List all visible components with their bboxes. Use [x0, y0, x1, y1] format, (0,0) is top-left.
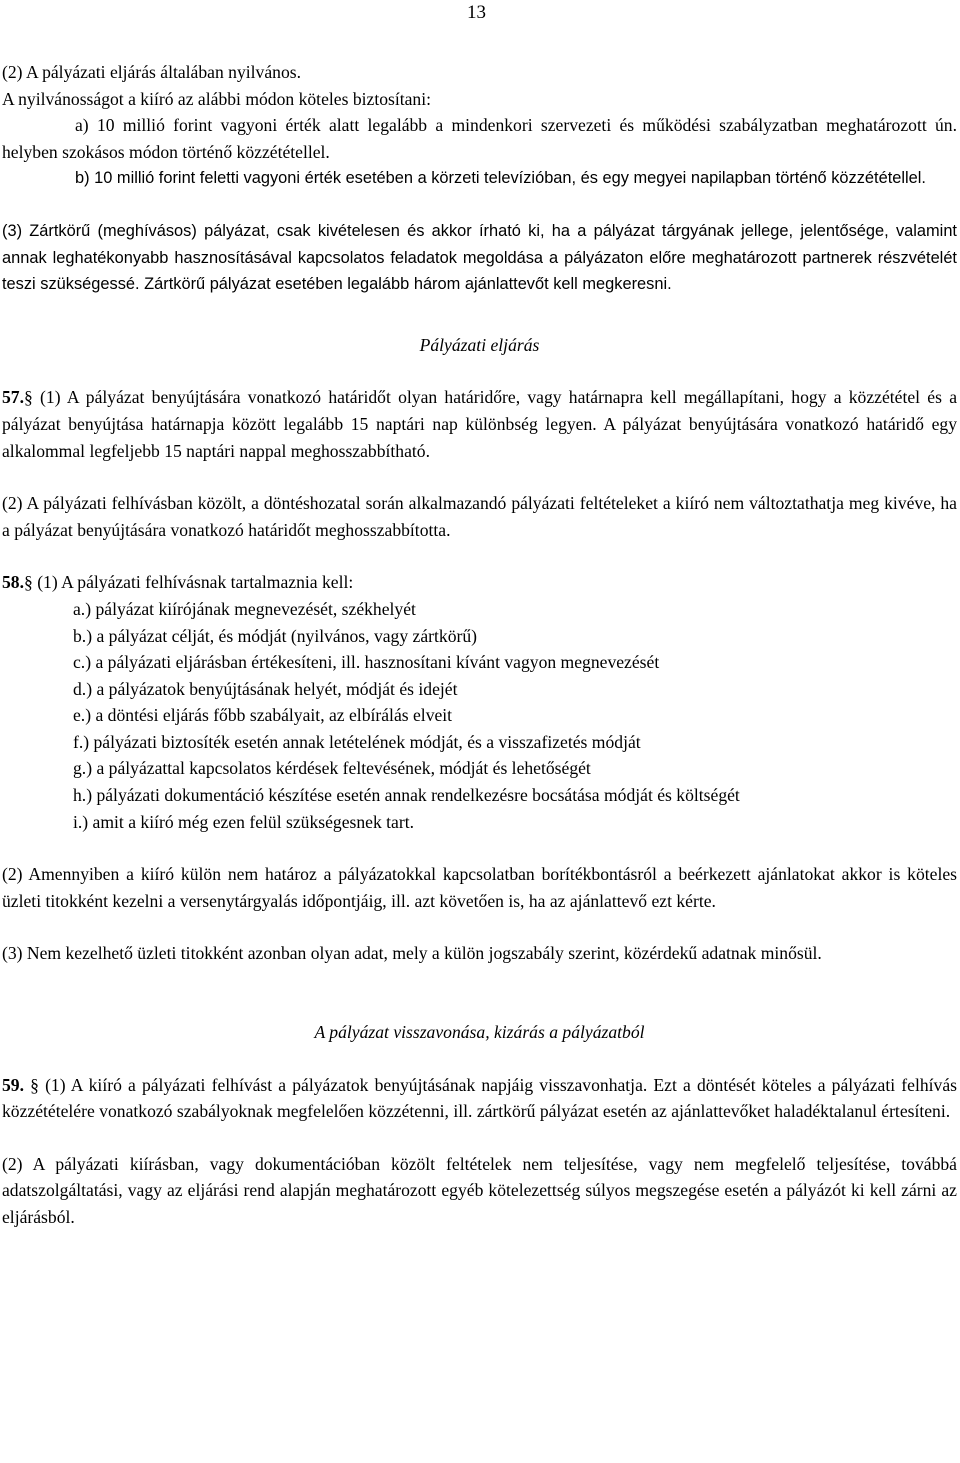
article-58-paragraph-2: (2) Amennyiben a kiíró külön nem határoz a pályázatokkal kapcsolatban borítékbontásról a beérkezett ajánlatokat akkor is köteles üzleti titokként kezelni a versenytárgyalás időpontjáig, ill. azt követően is, ha az ajánlattevő ezt kérte.: [2, 864, 957, 911]
publicity-item-a-text: a) 10 millió forint vagyoni érték alatt legalább a mindenkori szervezeti és működési szabályzatban meghatározott ún. helyben szokásos módon történő közzététellel.: [2, 115, 957, 162]
section-symbol: §: [24, 572, 33, 593]
page-number: 13: [467, 2, 486, 23]
publicity-item-a: [2, 112, 957, 165]
list-item: g.) a pályázattal kapcsolatos kérdések feltevésének, módját és lehetőségét: [73, 758, 591, 779]
article-57-paragraph-1: [2, 384, 957, 464]
list-item: b.) a pályázat célját, és módját (nyilvános, vagy zártkörű): [73, 625, 478, 646]
list-item: e.) a döntési eljárás főbb szabályait, az elbírálás elveit: [73, 705, 453, 726]
paragraph-publicity-intro: A nyilvánosságot a kiíró az alábbi módon köteles biztosítani:: [2, 88, 432, 109]
publicity-item-b-text: b) 10 millió forint feletti vagyoni érték esetében a körzeti televízióban, és egy megyei napilapban történő közzététellel.: [75, 169, 926, 188]
paragraph-closed-tender: (3) Zártkörű (meghívásos) pályázat, csak kivételesen és akkor írható ki, ha a pályázat tárgyának jellege, jelentősége, valamint annak leghatékonyabb hasznosításával kapcsolatos feladatok megoldása a pályázaton előre meghatározott partnerek részvételét teszi szükségessé. Zártkörű pályázat esetében legalább három ajánlattevőt kell megkeresni.: [2, 221, 957, 294]
section-heading-procedure: Pályázati eljárás: [419, 334, 540, 355]
list-item: h.) pályázati dokumentáció készítése esetén annak rendelkezésre bocsátása módját és költségét: [73, 785, 740, 806]
publicity-item-b: [2, 165, 957, 192]
article-58-number: 58.: [2, 572, 24, 593]
article-58-intro-text: (1) A pályázati felhívásnak tartalmaznia kell:: [37, 572, 354, 593]
paragraph-public-procedure: (2) A pályázati eljárás általában nyilvános.: [2, 62, 301, 82]
section-heading-withdrawal: A pályázat visszavonása, kizárás a pályázatból: [314, 1022, 645, 1043]
article-58-intro: [2, 569, 957, 596]
list-item: a.) pályázat kiírójának megnevezését, székhelyét: [73, 598, 416, 619]
article-59-paragraph-2: (2) A pályázati kiírásban, vagy dokumentációban közölt feltételek nem teljesítése, vagy nem megfelelő teljesítése, továbbá adatszolgáltatási, vagy az eljárási rend alapján meghatározott egyéb kötelezettség súlyos megszegése esetén a pályázót ki kell zárni az eljárásból.: [2, 1153, 957, 1227]
list-item: i.) amit a kiíró még ezen felül szükségesnek tart.: [73, 811, 414, 832]
article-59-number: 59.: [2, 1074, 24, 1095]
article-57-number: 57.: [2, 387, 24, 408]
article-59-paragraph-1: [2, 1072, 957, 1125]
section-symbol: §: [30, 1074, 39, 1095]
list-item: f.) pályázati biztosíték esetén annak letételének módját, és a visszafizetés módját: [73, 731, 641, 752]
article-57-paragraph-1-text: (1) A pályázat benyújtására vonatkozó határidőt olyan határidőre, vagy határnapra kell megállapítani, hogy a közzététel és a pályázat benyújtása határnapja között legalább 15 naptári nap különbség legyen. A pályázat benyújtására vonatkozó határidő egy alkalommal legfeljebb 15 naptári nappal meghosszabbítható.: [2, 387, 957, 461]
article-57-paragraph-2: (2) A pályázati felhívásban közölt, a döntéshozatal során alkalmazandó pályázati feltételeket a kiíró nem változtathatja meg kivéve, ha a pályázat benyújtására vonatkozó határidőt meghosszabbította.: [2, 493, 957, 540]
article-58-paragraph-3: (3) Nem kezelhető üzleti titokként azonban olyan adat, mely a külön jogszabály szerint, közérdekű adatnak minősül.: [2, 943, 822, 964]
document-body: [2, 59, 957, 1231]
list-item: c.) a pályázati eljárásban értékesíteni, ill. hasznosítani kívánt vagyon megnevezését: [73, 652, 660, 673]
article-59-paragraph-1-text: (1) A kiíró a pályázati felhívást a pályázatok benyújtásának napjáig visszavonhatja. Ezt a döntését köteles a pályázati felhívás közzétételére vonatkozó szabályoknak megfelelően közzétenni, ill. zártkörű pályázat esetén az ajánlattevőket haladéktalanul értesíteni.: [2, 1074, 957, 1122]
list-item: d.) a pályázatok benyújtásának helyét, módját és idejét: [73, 678, 458, 699]
section-symbol: §: [24, 387, 33, 408]
